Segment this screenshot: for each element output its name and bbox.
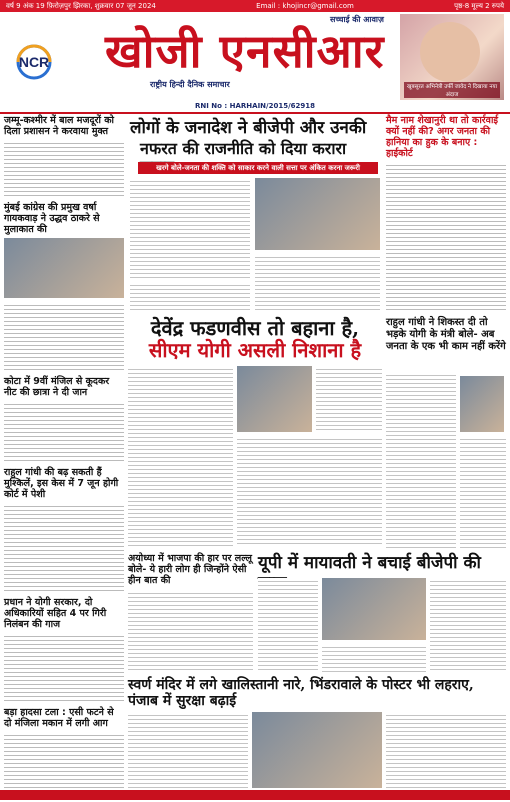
left-headline-1: जम्मू-कश्मीर में बाल मजदूरों को दिला प्रशासन ने करवाया मुक्त <box>4 115 114 137</box>
mayawati-text <box>322 644 426 672</box>
rahul-photo <box>460 376 504 432</box>
footer-bar <box>0 790 510 800</box>
lead-subhead: खरगे बोले-जनता की शक्ति को साकार करने वाली सत्ता पर अंकित करना जरूरी <box>138 162 378 174</box>
ayodhya-text <box>128 590 253 672</box>
fadnavis-line-1: देवेंद्र फडणवीस तो बहाना है, <box>150 316 360 340</box>
golden-temple-text <box>128 712 248 788</box>
press-conference-photo <box>255 178 380 250</box>
lead-headline-1: लोगों के जनादेश ने बीजेपी और उनकी <box>130 118 367 138</box>
left-headline-4: राहुल गांधी की बढ़ सकती हैं मुश्किलें, इस केस में 7 जून होगी कोर्ट में पेशी <box>4 467 119 500</box>
issue-info: वर्ष 9 अंक 19 फ़िरोज़पुर झिरका, शुक्रवार 07 जून 2024 <box>6 2 156 10</box>
golden-temple-photo <box>252 712 382 788</box>
rahul-headline: राहुल गांधी ने शिकस्त दी तो भड़के योगी के मंत्री बोले- अब जनता के एक भी काम नहीं करेंगे <box>386 317 506 352</box>
newspaper-tagline: राष्ट्रीय हिन्दी दैनिक समाचार <box>150 80 230 89</box>
lead-text <box>130 282 250 312</box>
article-text <box>4 401 124 463</box>
rahul-text <box>460 436 506 550</box>
article-text <box>4 503 124 593</box>
right-column <box>386 115 506 315</box>
fadnavis-text <box>237 436 382 546</box>
ad-caption: खूबसूरत अभिनेत्री उर्फी जावेद ने दिखाया नया अंदाज <box>404 82 500 98</box>
masthead-edition: सच्चाई की आवाज़ <box>330 15 384 24</box>
ad-photo <box>420 22 480 82</box>
price-info: पृष्ठ-8 मूल्य 2 रुपये <box>454 2 504 10</box>
left-headline-2: मुंबई कांग्रेस की प्रमुख वर्षा गायकवाड़ ने उद्धव ठाकरे से मुलाकात की <box>4 202 100 235</box>
right-headline-1: मैम नाम शेखानुरी था तो कार्रवाई क्यों नहीं की? अगर जनता की हानिया का हुक के बनाए : हाईकोर्ट <box>386 115 499 159</box>
article-text <box>4 302 124 372</box>
newspaper-title: खोजी एनसीआर <box>105 24 385 78</box>
politician-photo <box>237 366 312 432</box>
article-text <box>4 140 124 198</box>
fadnavis-text <box>316 366 382 432</box>
golden-temple-headline: स्वर्ण मंदिर में लगे खालिस्तानी नारे, भिंडरावाले के पोस्टर भी लहराए, पंजाब में सुरक्षा बढ़ाई <box>128 677 474 709</box>
golden-temple-text <box>386 712 506 788</box>
article-text <box>386 162 506 312</box>
rahul-text <box>386 372 456 550</box>
left-headline-6: बड़ा हादसा टला : एसी फटने से दो मंजिला मकान में लगी आग <box>4 707 114 729</box>
ncr-logo-icon <box>8 40 63 80</box>
lead-text <box>130 178 250 278</box>
fadnavis-line-2: सीएम योगी असली निशाना है <box>148 338 362 362</box>
logo-text: NCR <box>18 54 50 70</box>
email-link[interactable]: Email : khojincr@gmail.com <box>256 2 354 10</box>
left-headline-3: कोटा में 9वीं मंजिल से कूदकर नीट की छात्रा ने दी जान <box>4 376 110 398</box>
mayawati-text <box>430 578 506 672</box>
article-text <box>4 633 124 703</box>
rni-number: RNI No : HARHAIN/2015/62918 <box>0 100 510 114</box>
ayodhya-headline: अयोध्या में भाजपा की हार पर लल्लू बोले- ये हारी लोग ही जिन्होंने ऐसी हीन बात की <box>128 553 252 586</box>
mayawati-headline: यूपी में मायावती ने बचाई बीजेपी की <box>258 553 481 573</box>
fadnavis-text <box>128 366 233 546</box>
top-bar <box>0 0 510 12</box>
mayawati-text <box>258 578 318 672</box>
left-column <box>4 115 124 797</box>
meeting-photo <box>4 238 124 298</box>
celebrity-ad <box>400 14 504 100</box>
fadnavis-headline <box>128 317 382 361</box>
mayawati-photo <box>322 578 426 640</box>
lead-text <box>255 254 380 312</box>
left-headline-5: प्रधान ने योगी सरकार, दो अधिकारियों सहित 4 पर गिरी निलंबन की गाज <box>4 597 107 630</box>
lead-headline-2: नफरत की राजनीति को दिया करारा <box>140 139 347 158</box>
